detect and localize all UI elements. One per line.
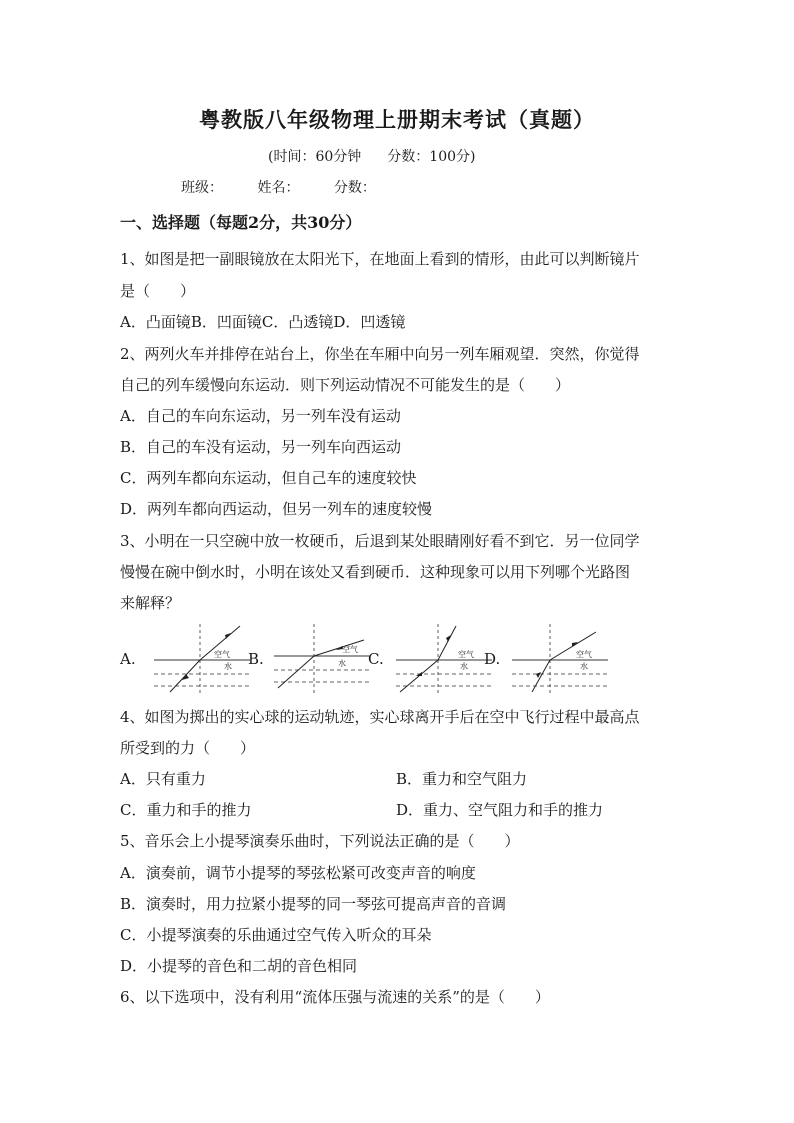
q3-diagram-b bbox=[272, 622, 372, 694]
q2-option-b: B．自己的车没有运动，另一列车向西运动 bbox=[120, 438, 402, 456]
exam-score: 分数：100分) bbox=[387, 149, 476, 165]
q1-stem-line1: 1、如图是把一副眼镜放在太阳光下，在地面上看到的情形，由此可以判断镜片 bbox=[120, 250, 640, 268]
q3-stem-line2: 慢慢在碗中倒水时，小明在该处又看到硬币．这种现象可以用下列哪个光路图 bbox=[120, 563, 631, 581]
q3-stem-line3: 来解释？ bbox=[120, 594, 181, 612]
q3-diagram-a bbox=[152, 622, 252, 694]
q2-option-a: A．自己的车向东运动，另一列车没有运动 bbox=[120, 407, 401, 425]
q3-diagram-c bbox=[394, 622, 494, 694]
q4-option-c: C．重力和手的推力 bbox=[120, 801, 252, 819]
q3-b-air-label: 空气 bbox=[342, 645, 358, 654]
q2-stem-line1: 2、两列火车并排停在站台上，你坐在车厢中向另一列车厢观望．突然，你觉得 bbox=[120, 345, 640, 363]
q3-light-path-diagrams bbox=[120, 620, 680, 700]
q3-stem-line1: 3、小明在一只空碗中放一枚硬币，后退到某处眼睛刚好看不到它．另一位同学 bbox=[120, 532, 640, 550]
q5-option-a: A．演奏前，调节小提琴的琴弦松紧可改变声音的响度 bbox=[120, 864, 476, 882]
q3-c-water-label: 水 bbox=[460, 662, 468, 671]
student-info-fields bbox=[181, 177, 406, 197]
exam-subtitle bbox=[268, 146, 501, 166]
q3-option-a-label: A. bbox=[120, 650, 136, 668]
q4-option-d: D．重力、空气阻力和手的推力 bbox=[396, 801, 604, 819]
q3-option-c-label: C. bbox=[368, 650, 384, 668]
q3-d-air-label: 空气 bbox=[576, 650, 592, 659]
q3-a-air-label: 空气 bbox=[214, 650, 230, 659]
q3-a-water-label: 水 bbox=[224, 662, 232, 671]
name-field-label: 姓名： bbox=[257, 180, 300, 196]
q5-option-d: D．小提琴的音色和二胡的音色相同 bbox=[120, 957, 358, 975]
q3-b-water-label: 水 bbox=[338, 659, 346, 668]
q5-option-b: B．演奏时，用力拉紧小提琴的同一琴弦可提高声音的音调 bbox=[120, 895, 507, 913]
points-field-label: 分数： bbox=[333, 180, 376, 196]
q1-stem-line2: 是（ ） bbox=[120, 282, 196, 300]
q4-stem-line1: 4、如图为掷出的实心球的运动轨迹，实心球离开手后在空中飞行过程中最高点 bbox=[120, 708, 640, 726]
section-title-choice: 一、选择题（每题2分，共30分） bbox=[120, 213, 362, 232]
q2-option-d: D．两列车都向西运动，但另一列车的速度较慢 bbox=[120, 500, 433, 518]
exam-time: (时间：60分钟 bbox=[268, 149, 362, 165]
q2-option-c: C．两列车都向东运动，但自己车的速度较快 bbox=[120, 469, 417, 487]
exam-title: 粤教版八年级物理上册期末考试（真题） bbox=[199, 107, 595, 132]
q4-option-a: A．只有重力 bbox=[120, 770, 206, 788]
q5-option-c: C．小提琴演奏的乐曲通过空气传入听众的耳朵 bbox=[120, 926, 432, 944]
q5-stem-line1: 5、音乐会上小提琴演奏乐曲时，下列说法正确的是（ ） bbox=[120, 832, 520, 850]
q2-stem-line2: 自己的列车缓慢向东运动．则下列运动情况不可能发生的是（ ） bbox=[120, 376, 571, 394]
q3-diagram-d bbox=[510, 622, 610, 694]
q6-stem-line1: 6、以下选项中，没有利用“流体压强与流速的关系”的是（ ） bbox=[120, 988, 550, 1006]
q3-d-water-label: 水 bbox=[580, 662, 588, 671]
q3-option-b-label: B. bbox=[248, 650, 264, 668]
class-field-label: 班级： bbox=[181, 180, 223, 196]
q3-c-air-label: 空气 bbox=[458, 650, 474, 659]
q4-stem-line2: 所受到的力（ ） bbox=[120, 739, 256, 757]
q4-option-b: B．重力和空气阻力 bbox=[396, 770, 528, 788]
q3-option-d-label: D. bbox=[484, 650, 501, 668]
q1-options: A．凸面镜B．凹面镜C．凸透镜D．凹透镜 bbox=[120, 313, 406, 331]
